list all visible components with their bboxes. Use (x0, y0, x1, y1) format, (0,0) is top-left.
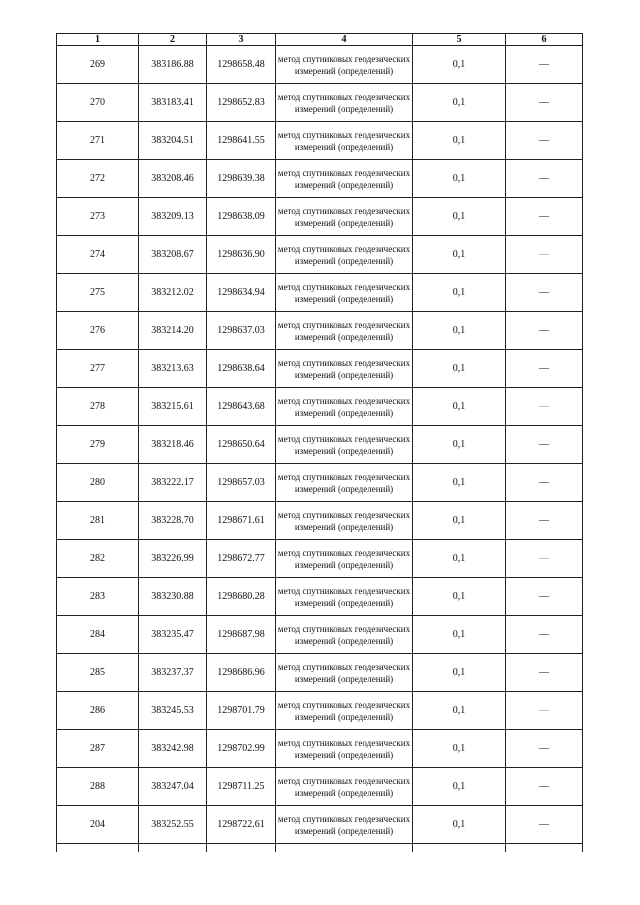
coordinate-x: 383228.70 (139, 502, 207, 540)
coordinate-y: 1298643.68 (207, 388, 276, 426)
point-number: 273 (57, 198, 139, 236)
header-row (57, 34, 583, 46)
coordinate-y: 1298722.61 (207, 806, 276, 844)
dash-mark: — (539, 666, 549, 678)
note-cell (506, 768, 583, 806)
dash-mark: — (539, 172, 549, 184)
table-row (57, 388, 583, 426)
accuracy-cell: 0,1 (413, 806, 506, 844)
method-cell: метод спутниковых геодезических измерений (определений) (276, 540, 413, 578)
accuracy-cell: 0,1 (413, 122, 506, 160)
column-header-3: 3 (207, 34, 276, 46)
note-cell (506, 578, 583, 616)
table-row (57, 502, 583, 540)
point-number: 287 (57, 730, 139, 768)
accuracy-cell: 0,1 (413, 388, 506, 426)
note-cell (506, 274, 583, 312)
coordinate-x: 383209.13 (139, 198, 207, 236)
point-number: 286 (57, 692, 139, 730)
table-row (57, 806, 583, 844)
accuracy-cell: 0,1 (413, 654, 506, 692)
coordinate-y: 1298672.77 (207, 540, 276, 578)
dash-mark: — (539, 590, 549, 602)
table-row (57, 768, 583, 806)
dash-mark: — (539, 210, 549, 222)
coordinate-x: 383183.41 (139, 84, 207, 122)
coordinate-y: 1298701.79 (207, 692, 276, 730)
dash-mark: — (539, 552, 549, 564)
note-cell (506, 388, 583, 426)
note-cell (506, 806, 583, 844)
point-number: 281 (57, 502, 139, 540)
method-cell: метод спутниковых геодезических измерений (определений) (276, 616, 413, 654)
coordinate-x: 383214.20 (139, 312, 207, 350)
note-cell (506, 312, 583, 350)
method-cell: метод спутниковых геодезических измерений (определений) (276, 464, 413, 502)
table-row (57, 578, 583, 616)
method-cell: метод спутниковых геодезических измерений (определений) (276, 236, 413, 274)
note-cell (506, 426, 583, 464)
empty-cell (506, 844, 583, 853)
dash-mark: — (539, 818, 549, 830)
method-cell: метод спутниковых геодезических измерений (определений) (276, 502, 413, 540)
coordinate-x: 383215.61 (139, 388, 207, 426)
point-number: 276 (57, 312, 139, 350)
table-row-continuation (57, 844, 583, 853)
table-body (57, 46, 583, 853)
method-cell: метод спутниковых геодезических измерений (определений) (276, 84, 413, 122)
note-cell (506, 464, 583, 502)
point-number: 274 (57, 236, 139, 274)
accuracy-cell: 0,1 (413, 464, 506, 502)
empty-cell (413, 844, 506, 853)
method-cell: метод спутниковых геодезических измерений (определений) (276, 274, 413, 312)
dash-mark: — (539, 704, 549, 716)
table-row (57, 236, 583, 274)
empty-cell (57, 844, 139, 853)
accuracy-cell: 0,1 (413, 768, 506, 806)
note-cell (506, 236, 583, 274)
coordinate-y: 1298641.55 (207, 122, 276, 160)
table-row (57, 616, 583, 654)
accuracy-cell: 0,1 (413, 236, 506, 274)
column-header-5: 5 (413, 34, 506, 46)
accuracy-cell: 0,1 (413, 160, 506, 198)
table-row (57, 692, 583, 730)
dash-mark: — (539, 324, 549, 336)
coordinate-x: 383252.55 (139, 806, 207, 844)
method-cell: метод спутниковых геодезических измерений (определений) (276, 312, 413, 350)
coordinate-x: 383208.67 (139, 236, 207, 274)
column-header-1: 1 (57, 34, 139, 46)
method-cell: метод спутниковых геодезических измерений (определений) (276, 730, 413, 768)
dash-mark: — (539, 742, 549, 754)
column-header-2: 2 (139, 34, 207, 46)
accuracy-cell: 0,1 (413, 312, 506, 350)
accuracy-cell: 0,1 (413, 274, 506, 312)
method-cell: метод спутниковых геодезических измерений (определений) (276, 806, 413, 844)
point-number: 282 (57, 540, 139, 578)
point-number: 271 (57, 122, 139, 160)
method-cell: метод спутниковых геодезических измерений (определений) (276, 122, 413, 160)
accuracy-cell: 0,1 (413, 426, 506, 464)
coordinate-x: 383245.53 (139, 692, 207, 730)
method-cell: метод спутниковых геодезических измерений (определений) (276, 350, 413, 388)
coordinate-y: 1298686.96 (207, 654, 276, 692)
empty-cell (207, 844, 276, 853)
coordinate-x: 383230.88 (139, 578, 207, 616)
accuracy-cell: 0,1 (413, 692, 506, 730)
dash-mark: — (539, 628, 549, 640)
method-cell: метод спутниковых геодезических измерений (определений) (276, 692, 413, 730)
coordinate-y: 1298711.25 (207, 768, 276, 806)
empty-cell (139, 844, 207, 853)
method-cell: метод спутниковых геодезических измерений (определений) (276, 768, 413, 806)
dash-mark: — (539, 248, 549, 260)
point-number: 288 (57, 768, 139, 806)
dash-mark: — (539, 286, 549, 298)
coordinate-x: 383208.46 (139, 160, 207, 198)
dash-mark: — (539, 134, 549, 146)
coordinate-x: 383212.02 (139, 274, 207, 312)
coordinate-x: 383226.99 (139, 540, 207, 578)
point-number: 279 (57, 426, 139, 464)
accuracy-cell: 0,1 (413, 730, 506, 768)
dash-mark: — (539, 438, 549, 450)
dash-mark: — (539, 780, 549, 792)
table-row (57, 46, 583, 84)
coordinate-x: 383237.37 (139, 654, 207, 692)
table-row (57, 654, 583, 692)
point-number: 278 (57, 388, 139, 426)
dash-mark: — (539, 514, 549, 526)
point-number: 270 (57, 84, 139, 122)
dash-mark: — (539, 400, 549, 412)
accuracy-cell: 0,1 (413, 540, 506, 578)
point-number: 204 (57, 806, 139, 844)
table-row (57, 426, 583, 464)
coordinate-y: 1298657.03 (207, 464, 276, 502)
coordinate-y: 1298638.09 (207, 198, 276, 236)
table-row (57, 350, 583, 388)
point-number: 280 (57, 464, 139, 502)
note-cell (506, 692, 583, 730)
note-cell (506, 654, 583, 692)
table-row (57, 540, 583, 578)
coordinate-x: 383247.04 (139, 768, 207, 806)
note-cell (506, 160, 583, 198)
table-row (57, 198, 583, 236)
method-cell: метод спутниковых геодезических измерений (определений) (276, 654, 413, 692)
point-number: 277 (57, 350, 139, 388)
dash-mark: — (539, 362, 549, 374)
accuracy-cell: 0,1 (413, 616, 506, 654)
note-cell (506, 730, 583, 768)
coordinate-x: 383204.51 (139, 122, 207, 160)
note-cell (506, 350, 583, 388)
coordinate-y: 1298634.94 (207, 274, 276, 312)
point-number: 285 (57, 654, 139, 692)
table-row (57, 730, 583, 768)
coordinate-x: 383235.47 (139, 616, 207, 654)
accuracy-cell: 0,1 (413, 46, 506, 84)
note-cell (506, 502, 583, 540)
method-cell: метод спутниковых геодезических измерений (определений) (276, 198, 413, 236)
coordinate-y: 1298636.90 (207, 236, 276, 274)
column-header-4: 4 (276, 34, 413, 46)
note-cell (506, 84, 583, 122)
coordinate-y: 1298671.61 (207, 502, 276, 540)
method-cell: метод спутниковых геодезических измерений (определений) (276, 388, 413, 426)
accuracy-cell: 0,1 (413, 350, 506, 388)
accuracy-cell: 0,1 (413, 578, 506, 616)
coordinate-x: 383222.17 (139, 464, 207, 502)
coordinate-x: 383218.46 (139, 426, 207, 464)
coordinate-x: 383242.98 (139, 730, 207, 768)
point-number: 272 (57, 160, 139, 198)
coordinate-x: 383213.63 (139, 350, 207, 388)
coordinate-y: 1298702.99 (207, 730, 276, 768)
table-row (57, 122, 583, 160)
table-row (57, 464, 583, 502)
method-cell: метод спутниковых геодезических измерений (определений) (276, 160, 413, 198)
coordinate-y: 1298687.98 (207, 616, 276, 654)
column-header-6: 6 (506, 34, 583, 46)
empty-cell (276, 844, 413, 853)
note-cell (506, 46, 583, 84)
coordinates-table (56, 33, 583, 852)
method-cell: метод спутниковых геодезических измерений (определений) (276, 578, 413, 616)
note-cell (506, 540, 583, 578)
accuracy-cell: 0,1 (413, 84, 506, 122)
table-row (57, 160, 583, 198)
dash-mark: — (539, 58, 549, 70)
table-row (57, 274, 583, 312)
method-cell: метод спутниковых геодезических измерений (определений) (276, 426, 413, 464)
dash-mark: — (539, 476, 549, 488)
point-number: 275 (57, 274, 139, 312)
table-row (57, 84, 583, 122)
note-cell (506, 198, 583, 236)
point-number: 283 (57, 578, 139, 616)
method-cell: метод спутниковых геодезических измерений (определений) (276, 46, 413, 84)
coordinate-y: 1298658.48 (207, 46, 276, 84)
coordinate-y: 1298650.64 (207, 426, 276, 464)
note-cell (506, 616, 583, 654)
point-number: 284 (57, 616, 139, 654)
point-number: 269 (57, 46, 139, 84)
coordinate-y: 1298638.64 (207, 350, 276, 388)
coordinate-y: 1298680.28 (207, 578, 276, 616)
dash-mark: — (539, 96, 549, 108)
accuracy-cell: 0,1 (413, 198, 506, 236)
coordinate-y: 1298652.83 (207, 84, 276, 122)
accuracy-cell: 0,1 (413, 502, 506, 540)
coordinate-x: 383186.88 (139, 46, 207, 84)
note-cell (506, 122, 583, 160)
coordinate-y: 1298637.03 (207, 312, 276, 350)
coordinate-y: 1298639.38 (207, 160, 276, 198)
table-row (57, 312, 583, 350)
